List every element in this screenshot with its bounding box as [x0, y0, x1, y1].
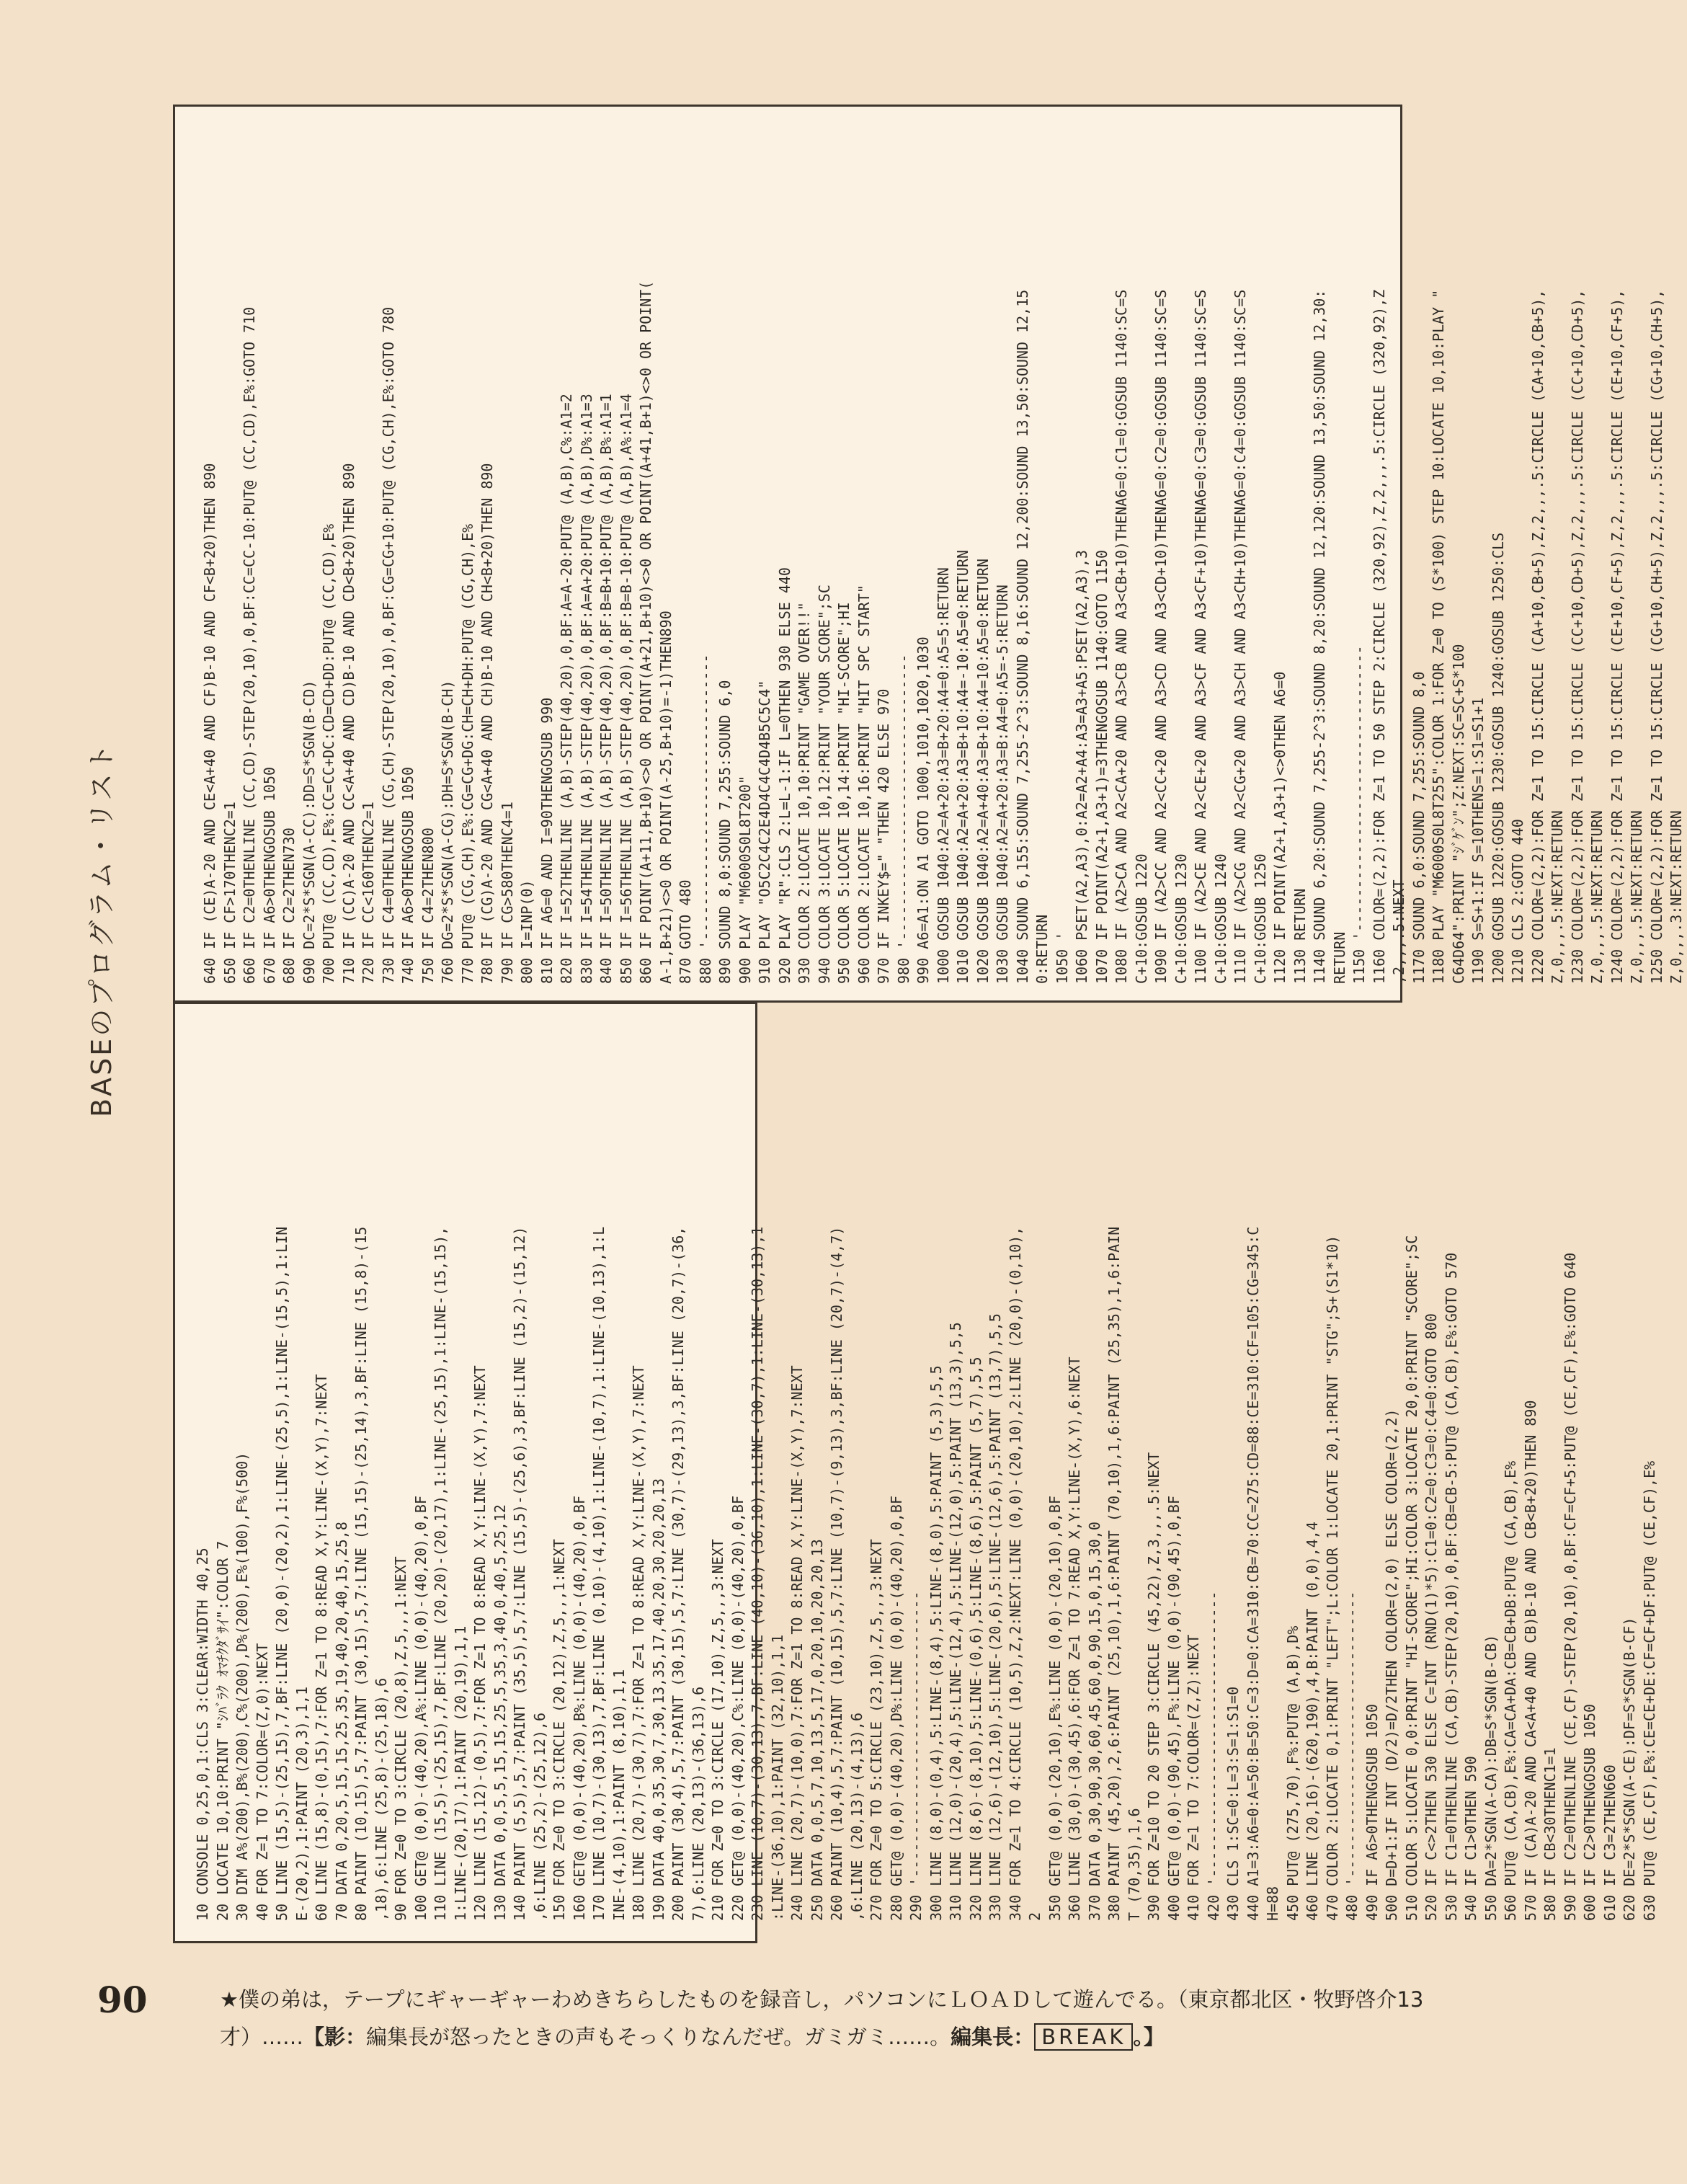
- code-line: ,18),6:LINE (25,8)-(25,18),6: [372, 1677, 390, 1921]
- code-line: RETURN: [1330, 931, 1348, 984]
- code-line: 120 LINE (15,12)-(0,5),7:FOR Z=1 TO 8:READ X,Y:LINE-(X,Y),7:NEXT: [471, 1365, 489, 1921]
- code-line: 910 PLAY "O5C2C4C2E4D4C4C4D4B5C5C4": [756, 680, 773, 984]
- code-line: 720 IF CC<160THENC2=1: [360, 802, 377, 984]
- code-line: 160 GET@ (0,0)-(40,20),B%:LINE (0,0)-(40,20),0,BF: [570, 1495, 588, 1921]
- code-line: 1040 SOUND 6,155:SOUND 7,255-2^3:SOUND 8,16:SOUND 12,200:SOUND 13,50:SOUND 12,15: [1013, 289, 1031, 984]
- code-line: 740 IF A6>0THENGOSUB 1050: [399, 766, 417, 984]
- code-line: 50 LINE (15,5)-(25,15),7,BF:LINE (20,0)-(20,2),1:LINE-(25,5),1:LINE-(15,5),1:LIN: [273, 1226, 290, 1921]
- code-line: 270 FOR Z=0 TO 5:CIRCLE (23,10),Z,5,,,3:NEXT: [868, 1539, 885, 1921]
- code-line: 100 GET@ (0,0)-(40,20),A%:LINE (0,0)-(40,20),0,BF: [411, 1495, 429, 1921]
- code-line: 410 FOR Z=1 TO 7:COLOR=(Z,Z):NEXT: [1185, 1634, 1202, 1921]
- code-line: C64D64":PRINT "ｼﾞｹﾞﾝ";Z:NEXT:SC=SC+S*100: [1449, 644, 1467, 984]
- code-line: 520 IF C<>2THEN 530 ELSE C=INT (RND(1)*5):C1=0:C2=0:C3=0:C4=0:GOTO 800: [1423, 1313, 1440, 1921]
- code-line: 780 IF (CG)A-20 AND CG<A+40 AND CH)B-10 AND CH<B+20)THEN 890: [478, 463, 496, 984]
- code-line: 490 IF A6>0THENGOSUB 1050: [1363, 1703, 1381, 1921]
- code-line: 1190 S=S+1:IF S=10THENS=1:S1=S1+1: [1469, 697, 1487, 984]
- code-line: 840 IF I=50THENLINE (A,B)-STEP(40,20),0,BF:B=B+10:PUT@ (A,B),B%:A1=1: [597, 394, 615, 984]
- code-line: 220 GET@ (0,0)-(40,20),C%:LINE (0,0)-(40,20),0,BF: [729, 1495, 747, 1921]
- code-line: 590 IF C2=0THENLINE (CE,CF)-STEP(20,10),0,BF:CF=CF+5:PUT@ (CE,CF),E%:GOTO 640: [1561, 1252, 1579, 1921]
- code-line: ,6:LINE (25,2)-(25,12),6: [530, 1713, 548, 1921]
- code-line: 70 DATA 0,20,5,15,15,25,35,19,40,20,40,15,25,8: [332, 1522, 350, 1921]
- code-line: 140 PAINT (5,5),5,7:PAINT (35,5),5,7:LINE (15,5)-(25,6),3,BF:LINE (15,2)-(15,12): [511, 1226, 528, 1921]
- code-line: 20 LOCATE 10,10:PRINT "ｼﾊﾞﾗｸ ｵﾏﾁｸﾀﾞｻｲ":COLOR 7: [213, 1540, 231, 1921]
- code-line: 1170 SOUND 6,0:SOUND 7,255:SOUND 8,0: [1410, 671, 1428, 984]
- caption-closing: 。】: [1133, 2025, 1165, 2049]
- code-line: 1090 IF (A2>CC AND A2<CC+20 AND A3>CD AND A3<CD+10)THENA6=0:C2=0:GOSUB 1140:SC=S: [1152, 289, 1170, 984]
- code-line: 1230 COLOR=(2,2):FOR Z=1 TO 15:CIRCLE (CC+10,CD+5),Z,2,,,.5:CIRCLE (CC+10,CD+5),: [1568, 289, 1586, 984]
- code-line: 150 FOR Z=0 TO 3:CIRCLE (20,12),Z,5,,,1:NEXT: [551, 1539, 568, 1921]
- code-line: ,2,,,.5:NEXT: [1390, 879, 1407, 984]
- code-line: 850 IF I=56THENLINE (A,B)-STEP(40,20),0,BF:B=B-10:PUT@ (A,B),A%:A1=4: [617, 394, 635, 984]
- code-line: 810 IF A6=0 AND I=90THENGOSUB 990: [538, 697, 556, 984]
- code-line: 600 IF C2>0THENGOSUB 1050: [1581, 1703, 1598, 1921]
- code-line: 1240 COLOR=(2,2):FOR Z=1 TO 15:CIRCLE (CE+10,CF+5),Z,2,,,.5:CIRCLE (CE+10,CF+5),: [1608, 289, 1626, 984]
- code-line: INE-(4,10),1:PAINT (8,10),1,1: [610, 1669, 628, 1921]
- code-line: 1200 GOSUB 1220:GOSUB 1230:GOSUB 1240:GOSUB 1250:CLS: [1489, 532, 1507, 984]
- code-line: 180 LINE (20,7)-(30,7),7:FOR Z=1 TO 8:READ X,Y:LINE-(X,Y),7:NEXT: [630, 1365, 647, 1921]
- code-line: 430 CLS 1:SC=0:L=3:S=1:S1=0: [1224, 1686, 1242, 1921]
- code-line: 1160 COLOR=(2,2):FOR Z=1 TO 50 STEP 2:CIRCLE (320,92),Z,2,,,.5:CIRCLE (320,92),Z: [1370, 289, 1388, 984]
- code-line: 2: [1026, 1912, 1043, 1921]
- code-line: 30 DIM A%(200),B%(200),C%(200),D%(200),E%(100),F%(500): [233, 1452, 251, 1921]
- code-line: 500 D=D+1:IF INT (D/2)=D/2THEN COLOR=(2,0) ELSE COLOR=(2,2): [1383, 1408, 1400, 1921]
- code-line: 250 DATA 0,0,5,7,10,13,5,17,0,20,10,20,20,13: [808, 1539, 826, 1921]
- code-line: 350 GET@ (0,0)-(20,10),E%:LINE (0,0)-(20,10),0,BF: [1046, 1495, 1064, 1921]
- code-line: 210 FOR Z=0 TO 3:CIRCLE (17,10),Z,5,,,3:NEXT: [709, 1539, 726, 1921]
- code-line: 290 '---------------------------------: [907, 1591, 925, 1921]
- code-line: 370 DATA 0,30,90,30,60,45,60,0,90,15,0,15,30,0: [1085, 1522, 1103, 1921]
- caption-bracket-open: 【影：: [303, 2025, 367, 2049]
- code-line: :LINE-(36,10),1:PAINT (32,10),1,1: [768, 1634, 786, 1921]
- code-line: 700 PUT@ (CC,CD),E%:CC=CC+DC:CD=CD+DD:PUT@ (CC,CD),E%: [320, 523, 337, 984]
- code-line: 320 LINE (8,6)-(8,10),5:LINE-(0,6),5:LINE-(8,6),5:PAINT (5,7),5,5: [966, 1357, 984, 1921]
- code-line: 980 '---------------------------------: [894, 654, 912, 984]
- caption-text: 僕の弟は，テープにギャーギャーわめきちらしたものを録音し，パソコンにＬＯＡＤして遊んでる。（東京都北区・牧野啓介13才）……: [220, 1987, 1424, 2049]
- code-line: 440 A1=3:A6=0:A=50:B=50:C=3:D=0:CA=310:CB=70:CC=275:CD=88:CE=310:CF=105:CG=345:C: [1244, 1226, 1262, 1921]
- code-line: 1080 IF (A2>CA AND A2<CA+20 AND A3>CB AND A3<CB+10)THENA6=0:C1=0:GOSUB 1140:SC=S: [1113, 289, 1130, 984]
- code-line: T (70,35),1,6: [1125, 1808, 1143, 1921]
- code-line: 1210 CLS 2:GOTO 440: [1509, 819, 1526, 984]
- code-line: 1220 COLOR=(2,2):FOR Z=1 TO 15:CIRCLE (CA+10,CB+5),Z,2,,,.5:CIRCLE (CA+10,CB+5),: [1528, 289, 1546, 984]
- code-line: 200 PAINT (30,4),5,7:PAINT (30,15),5,7:LINE (30,7)-(29,13),3,BF:LINE (20,7)-(36,: [669, 1226, 687, 1921]
- code-line: 760 DG=2*S*SGN(A-CG):DH=S*SGN(B-CH): [439, 680, 456, 984]
- code-line: Z,0,,,.5:NEXT:RETURN: [1588, 810, 1606, 984]
- code-line: 240 LINE (20,7)-(10,0),7:FOR Z=1 TO 8:READ X,Y:LINE-(X,Y),7:NEXT: [788, 1365, 806, 1921]
- code-line: 40 FOR Z=1 TO 7:COLOR=(Z,0):NEXT: [253, 1643, 271, 1921]
- code-line: 1140 SOUND 6,20:SOUND 7,255-2^3:SOUND 8,20:SOUND 12,120:SOUND 13,50:SOUND 12,30:: [1311, 289, 1328, 984]
- code-line: 1030 GOSUB 1040:A2=A+20:A3=B:A4=0:A5=-5:RETURN: [994, 585, 1011, 984]
- code-line: 1:LINE-(20,17),1:PAINT (20,19),1,1: [451, 1625, 469, 1921]
- code-line: 90 FOR Z=0 TO 3:CIRCLE (20,8),Z,5,,,1:NEXT: [392, 1556, 409, 1921]
- code-line: 650 IF CF>170THENC2=1: [221, 802, 239, 984]
- code-line: 170 LINE (10,7)-(30,13),7,BF:LINE (0,10)-(4,10),1:LINE-(10,7),1:LINE-(10,13),1:L: [590, 1226, 607, 1921]
- code-line: 970 IF INKEY$=" "THEN 420 ELSE 970: [875, 688, 892, 984]
- code-line: 450 PUT@ (275,70),F%:PUT@ (A,B),D%: [1283, 1625, 1301, 1921]
- code-line: 800 I=INP(0): [518, 879, 535, 984]
- code-line: 130 DATA 0,0,5,5,15,15,25,5,35,3,40,0,40,5,25,12: [491, 1504, 509, 1921]
- code-line: 570 IF (CA)A-20 AND CA<A+40 AND CB)B-10 AND CB<B+20)THEN 890: [1521, 1400, 1539, 1921]
- code-line: 80 PAINT (10,15),5,7:PAINT (30,15),5,7:LINE (15,15)-(25,14),3,BF:LINE (15,8)-(15: [352, 1226, 370, 1921]
- code-line: 280 GET@ (0,0)-(40,20),D%:LINE (0,0)-(40,20),0,BF: [887, 1495, 905, 1921]
- code-line: 930 COLOR 2:LOCATE 10,10:PRINT "GAME OVER!!": [796, 602, 813, 984]
- code-line: 1110 IF (A2>CG AND A2<CG+20 AND A3>CH AND A3<CH+10)THENA6=0:C4=0:GOSUB 1140:SC=S: [1232, 289, 1249, 984]
- program-listing-left: [193, 1227, 1660, 1921]
- code-line: H=88: [1264, 1886, 1281, 1921]
- code-line: 400 GET@ (0,0)-(90,45),F%:LINE (0,0)-(90,45),0,BF: [1165, 1495, 1183, 1921]
- code-line: C+10:GOSUB 1240: [1211, 853, 1229, 984]
- code-line: 1000 GOSUB 1040:A2=A+20:A3=B+20:A4=0:A5=5:RETURN: [934, 567, 952, 984]
- code-line: 1070 IF POINT(A2+1,A3+1)=3THENGOSUB 1140:GOTO 1150: [1092, 549, 1110, 984]
- code-line: 770 PUT@ (CG,CH),E%:CG=CG+DG:CH=CH+DH:PUT@ (CG,CH),E%: [458, 523, 476, 984]
- code-line: 1020 GOSUB 1040:A2=A+40:A3=B+10:A4=10:A5=0:RETURN: [974, 558, 992, 984]
- code-line: 1060 PSET(A2,A3),0:A2=A2+A4:A3=A3+A5:PSET(A2,A3),3: [1073, 549, 1090, 984]
- code-line: 480 '---------------------------------: [1343, 1591, 1361, 1921]
- code-line: 330 LINE (12,6)-(12,10),5:LINE-(20,6),5:LINE-(12,6),5:PAINT (13,7),5,5: [987, 1313, 1004, 1921]
- code-line: E-(20,2),1:PAINT (20,3),1,1: [293, 1686, 311, 1921]
- code-line: 420 '---------------------------------: [1204, 1591, 1222, 1921]
- caption-comment: 編集長が怒ったときの声もそっくりなんだぜ。ガミガミ……。: [366, 2025, 951, 2049]
- code-line: 1100 IF (A2>CE AND A2<CE+20 AND A3>CF AND A3<CF+10)THENA6=0:C3=0:GOSUB 1140:SC=S: [1192, 289, 1209, 984]
- code-line: 630 PUT@ (CE,CF),E%:CE=CE+DE:CF=CF+DF:PUT@ (CE,CF),E%: [1640, 1460, 1658, 1921]
- page-number: 90: [97, 1979, 148, 2021]
- code-line: 10 CONSOLE 0,25,0,1:CLS 3:CLEAR:WIDTH 40,25: [194, 1548, 211, 1921]
- code-line: 1120 IF POINT(A2+1,A3+1)<>0THEN A6=0: [1271, 671, 1288, 984]
- code-line: 670 IF A6>0THENGOSUB 1050: [260, 766, 278, 984]
- program-listing-right: [200, 281, 1687, 984]
- code-line: 820 IF I=52THENLINE (A,B)-STEP(40,20),0,BF:A=A-20:PUT@ (A,B),C%:A1=2: [558, 394, 575, 984]
- code-line: 640 IF (CE)A-20 AND CE<A+40 AND CF)B-10 AND CF<B+20)THEN 890: [201, 463, 218, 984]
- code-line: 860 IF POINT(A+11,B+10)<>0 OR POINT(A+21,B+10)<>0 OR POINT(A+41,B+1)<>0 OR POINT(: [637, 280, 654, 984]
- code-line: 990 A6=A1:ON A1 GOTO 1000,1010,1020,1030: [914, 636, 932, 984]
- code-line: 60 LINE (15,8)-(0,15),7:FOR Z=1 TO 8:READ X,Y:LINE-(X,Y),7:NEXT: [313, 1374, 330, 1921]
- code-line: C+10:GOSUB 1230: [1172, 853, 1190, 984]
- code-line: 870 GOTO 480: [677, 879, 694, 984]
- code-line: Z,0,,,.5:NEXT:RETURN: [1628, 810, 1645, 984]
- code-line: 950 COLOR 5:LOCATE 10,14:PRINT "HI-SCORE";HI: [835, 602, 853, 984]
- code-line: 620 DE=2*S*SGN(A-CE):DF=S*SGN(B-CF): [1621, 1617, 1638, 1921]
- code-line: 1180 PLAY "M6000S0L8T255":COLOR 1:FOR Z=0 TO (S*100) STEP 10:LOCATE 10,10:PLAY ": [1430, 289, 1447, 984]
- page-title: BASEのプログラム・リスト: [86, 741, 117, 1117]
- code-line: 680 IF C2=2THEN730: [280, 827, 298, 984]
- break-key-box: BREAK: [1034, 2023, 1133, 2051]
- code-line: 660 IF C2=0THENLINE (CC,CD)-STEP(20,10),0,BF:CC=CC-10:PUT@ (CC,CD),E%:GOTO 710: [241, 306, 258, 984]
- star-icon: ★: [220, 1987, 239, 2012]
- code-line: 710 IF (CC)A-20 AND CC<A+40 AND CD)B-10 AND CD<B+20)THEN 890: [339, 463, 357, 984]
- code-line: C+10:GOSUB 1220: [1132, 853, 1150, 984]
- code-line: Z,0,,,.3:NEXT:RETURN: [1668, 810, 1685, 984]
- reader-caption: [220, 1981, 1459, 2056]
- code-line: 880 '---------------------------------: [696, 654, 714, 984]
- code-line: 460 LINE (20,16)-(620,190),4,B:PAINT (0,0),4,4: [1304, 1522, 1321, 1921]
- code-line: 390 FOR Z=10 TO 20 STEP 3:CIRCLE (45,22),Z,3,,,.5:NEXT: [1145, 1452, 1162, 1921]
- code-line: 900 PLAY "M6000S0L8T200": [736, 776, 754, 984]
- code-line: 1250 COLOR=(2,2):FOR Z=1 TO 15:CIRCLE (CG+10,CH+5),Z,2,,,.5:CIRCLE (CG+10,CH+5),: [1647, 289, 1665, 984]
- code-line: 510 COLOR 5:LOCATE 0,0:PRINT "HI-SCORE";HI:COLOR 3:LOCATE 20,0:PRINT "SCORE";SC: [1402, 1235, 1420, 1921]
- code-line: 260 PAINT (10,4),5,7:PAINT (10,15),5,7:LINE (10,7)-(9,13),3,BF:LINE (20,7)-(4,7): [828, 1226, 845, 1921]
- code-line: 1050 ': [1053, 931, 1071, 984]
- code-line: 360 LINE (30,0)-(30,45),6:FOR Z=1 TO 7:READ X,Y:LINE-(X,Y),6:NEXT: [1066, 1357, 1083, 1921]
- code-line: 7),6:LINE (20,13)-(36,13),6: [689, 1686, 707, 1921]
- code-line: A-1,B+21)<>0 OR POINT(A-25,B+10)=-1)THEN890: [656, 611, 675, 984]
- code-line: 530 IF C1=0THENLINE (CA,CB)-STEP(20,10),0,BF:CB=CB-5:PUT@ (CA,CB),E%:GOTO 570: [1442, 1252, 1460, 1921]
- code-line: 960 COLOR 2:LOCATE 10,16:PRINT "HIT SPC START": [855, 585, 873, 984]
- editor-label: 編集長：: [951, 2025, 1035, 2049]
- code-line: 300 LINE (8,0)-(0,4),5:LINE-(8,4),5:LINE-(8,0),5:PAINT (5,3),5,5: [927, 1365, 945, 1921]
- code-line: 750 IF C4=2THEN800: [419, 827, 437, 984]
- code-line: 470 COLOR 2:LOCATE 0,1:PRINT "LEFT";L:COLOR 1:LOCATE 20,1:PRINT "STG";S+(S1*10): [1323, 1235, 1341, 1921]
- code-line: 310 LINE (12,0)-(20,4),5:LINE-(12,4),5:LINE-(12,0),5:PAINT (13,3),5,5: [947, 1322, 964, 1921]
- code-line: 830 IF I=54THENLINE (A,B)-STEP(40,20),0,BF:A=A+20:PUT@ (A,B),D%:A1=3: [577, 394, 595, 984]
- code-line: 920 PLAY "R":CLS 2:L=L-1:IF L=0THEN 930 ELSE 440: [775, 567, 793, 984]
- code-line: 550 DA=2*SGN(A-CA):DB=S*SGN(B-CB): [1482, 1634, 1500, 1921]
- code-line: 890 SOUND 8,0:SOUND 7,255:SOUND 6,0: [716, 680, 734, 984]
- code-line: ,6:LINE (20,13)-(4,13),6: [847, 1713, 865, 1921]
- code-line: 1010 GOSUB 1040:A2=A+20:A3=B+10:A4=-10:A5=0:RETURN: [954, 549, 971, 984]
- code-line: 1130 RETURN: [1291, 888, 1309, 984]
- code-line: 380 PAINT (45,20),2,6:PAINT (25,10),1,6:PAINT (70,10),1,6:PAINT (25,35),1,6:PAIN: [1105, 1226, 1123, 1921]
- code-line: 190 DATA 40,0,35,30,7,30,13,35,17,40,20,30,20,20,13: [649, 1478, 667, 1921]
- code-line: 560 PUT@ (CA,CB),E%:CA=CA+DA:CB=CB+DB:PUT@ (CA,CB),E%: [1502, 1460, 1519, 1921]
- code-line: 230 LINE (10,7)-(30,13),7,BF:LINE (40,10)-(36,10),1:LINE-(30,7),1:LINE-(30,13),1: [749, 1226, 766, 1921]
- code-line: 610 IF C3=2THEN660: [1601, 1764, 1619, 1921]
- code-line: 1150 '---------------------------------: [1350, 645, 1368, 984]
- code-line: 340 FOR Z=1 TO 4:CIRCLE (10,5),Z,2:NEXT:LINE (0,0)-(20,10),2:LINE (20,0)-(0,10),: [1006, 1226, 1024, 1921]
- code-line: 690 DC=2*S*SGN(A-CC):DD=S*SGN(B-CD): [300, 680, 318, 984]
- code-line: 940 COLOR 3:LOCATE 10,12:PRINT "YOUR SCORE";SC: [815, 585, 833, 984]
- code-line: 110 LINE (15,5)-(25,15),7,BF:LINE (20,20)-(20,17),1:LINE-(25,15),1:LINE-(15,15),: [432, 1226, 449, 1921]
- code-line: Z,0,,,.5:NEXT:RETURN: [1549, 810, 1566, 984]
- code-line: 0:RETURN: [1033, 914, 1051, 984]
- code-line: 730 IF C4=0THENLINE (CG,CH)-STEP(20,10),0,BF:CG=CG+10:PUT@ (CG,CH),E%:GOTO 780: [379, 306, 397, 984]
- code-line: 790 IF CG>580THENC4=1: [498, 802, 516, 984]
- code-line: 580 IF CB<30THENC1=1: [1541, 1747, 1559, 1921]
- code-line: 540 IF C1>0THEN 590: [1462, 1756, 1479, 1921]
- code-line: C+10:GOSUB 1250: [1251, 853, 1269, 984]
